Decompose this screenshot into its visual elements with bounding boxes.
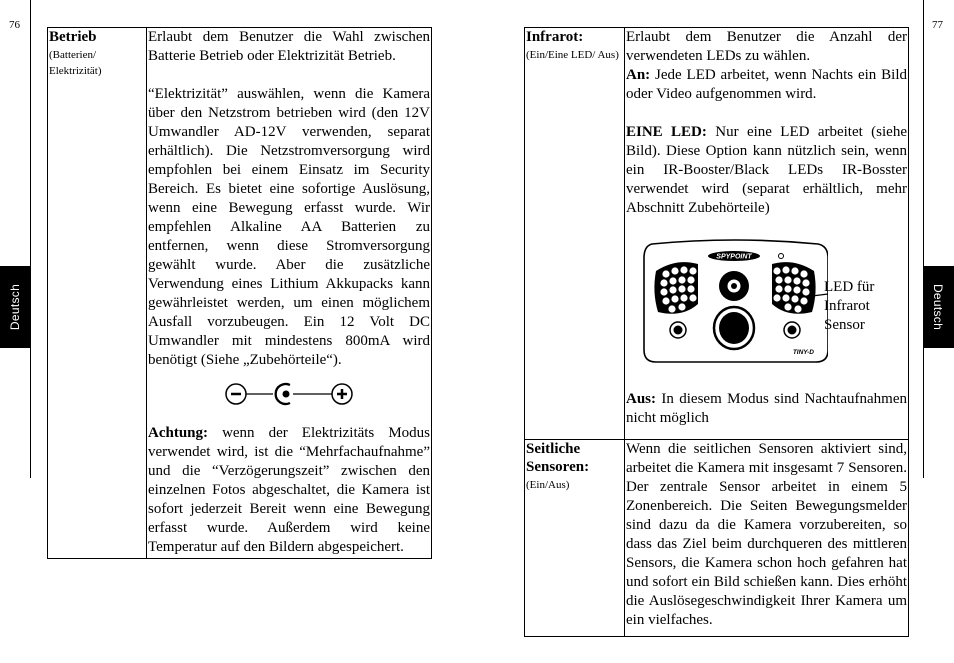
betrieb-description-cell — [147, 28, 432, 559]
betrieb-label: Betrieb — [49, 29, 97, 45]
right-settings-table — [524, 27, 909, 637]
right-margin-rule — [923, 0, 924, 478]
betrieb-electricity-text: “Elektrizität” auswählen, wenn die Kamera über den Netzstrom betrieben wird (den 12V Umwandler AD-12V verwenden, separat erhältlich). Die Netzstromversorgung wird empfohlen bei einem Einsatz im Security Bereich. Es bietet eine sofortige Auslösung, wenn eine Bewegung erfasst wurde. Wir empfehlen Alkaline AA Batterien zu entfernen, wenn diese Stromversorgung gewählt wurde. Aber die zusätzliche Verwendung eines Lithium Akkupacks kann gewährleistet werden, um einen möglichem Ausfall vorzubeugen. Ein 12 Volt DC Umwandler mit mindestens 800mA wird benötigt (Siehe „Zubehörteile“). — [148, 86, 430, 368]
side-tab-right-label: Deutsch — [931, 283, 946, 331]
dc-polarity-icon — [148, 372, 430, 416]
eine-led-text: Nur eine LED arbeitet (siehe Bild). Diese Option kann nützlich sein, wenn ein IR-Booster/Black LEDs IR-Bosster verwendet wird (separat erhältlich, mehr Abschnitt Zubehörteile) — [626, 124, 907, 216]
page-number-right: 77 — [932, 19, 943, 31]
camera-brand: SPYPOINT — [716, 253, 752, 261]
camera-front-icon — [642, 238, 828, 368]
infrarot-label: Infrarot: — [526, 29, 584, 45]
infrarot-options: (Ein/Eine LED/ Aus) — [526, 49, 619, 61]
eine-led-label: EINE LED: — [626, 124, 707, 140]
achtung-label: Achtung: — [148, 425, 209, 441]
infrarot-eine-led — [626, 123, 907, 218]
camera-model: TINY-D — [792, 349, 814, 356]
seitliche-text: Wenn die seitlichen Sensoren aktiviert sind, arbeitet die Kamera mit insgesamt 7 Sensoren. Der zentrale Sensor arbeitet in einem 5 Zonenbereich. Die Seiten Bewegungsmelder sind dazu da die Kamera vorzubereiten, so dass das Ziel beim durchqueren des mittleren Sensors, die Kamera schon hoch gefahren hat und sofort ein Bild schießen kann. Dies erhöht die Auslösegeschwindigkeit Ihrer Kamera um ein vielfaches. — [626, 441, 907, 628]
side-tab-left-label: Deutsch — [8, 283, 23, 331]
table-row-seitliche-sensoren — [525, 440, 909, 637]
page-number-left: 76 — [9, 19, 20, 31]
achtung-text: wenn der Elektrizitäts Modus verwendet wird, ist die “Mehrfachaufnahme” und die “Verzögerungszeit” zwischen den einzelnen Fotos abgeschaltet, die Kamera ist sofort jederzeit Bereit wenn eine Bewegung erfasst wurde. Außerdem wird keine Temperatur auf den Bildern abgespeichert. — [148, 425, 430, 555]
left-margin-rule — [30, 0, 31, 478]
side-tab-left — [0, 266, 31, 348]
infrarot-aus — [626, 390, 907, 428]
seitliche-label-cell — [525, 440, 625, 637]
seitliche-options: (Ein/Aus) — [526, 479, 570, 491]
an-label: An: — [626, 67, 651, 83]
betrieb-intro: Erlaubt dem Benutzer die Wahl zwischen Batterie Betrieb oder Elektrizität Betrieb. — [148, 29, 430, 64]
table-row-infrarot — [525, 28, 909, 440]
infrarot-intro: Erlaubt dem Benutzer die Anzahl der verwendeten LEDs zu wählen. — [626, 29, 907, 64]
infrarot-label-cell — [525, 28, 625, 440]
an-text: Jede LED arbeitet, wenn Nachts ein Bild oder Video aufgenommen wird. — [626, 67, 907, 102]
seitliche-label: Seitliche Sensoren: — [526, 441, 590, 475]
side-tab-right — [923, 266, 954, 348]
infrarot-an — [626, 66, 907, 104]
camera-figure — [626, 238, 907, 370]
table-row-betrieb — [48, 28, 432, 559]
betrieb-label-cell — [48, 28, 147, 559]
aus-text: In diesem Modus sind Nachtaufnahmen nicht möglich — [626, 391, 907, 426]
left-settings-table — [47, 27, 432, 559]
betrieb-options: (Batterien/ Elektrizität) — [49, 49, 102, 77]
infrarot-description-cell — [625, 28, 909, 440]
aus-label: Aus: — [626, 391, 657, 407]
led-callout-label: LED für Infrarot Sensor — [824, 279, 875, 333]
betrieb-warning — [148, 424, 430, 557]
seitliche-description-cell — [625, 440, 909, 637]
